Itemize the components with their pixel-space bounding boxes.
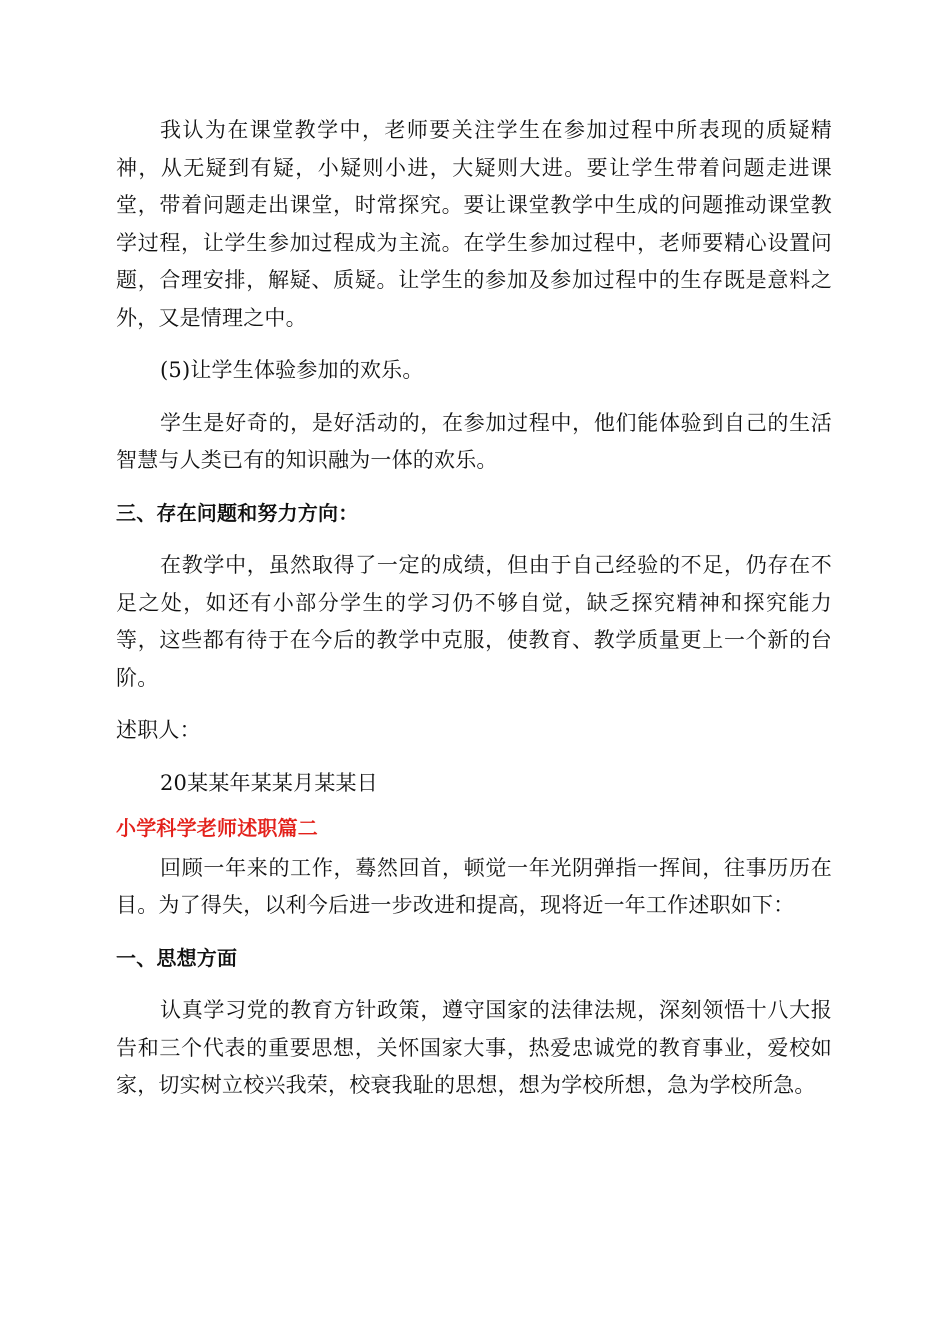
section-title: 小学科学老师述职篇二 xyxy=(116,816,318,840)
body-paragraph: 认真学习党的教育方针政策，遵守国家的法律法规，深刻领悟十八大报告和三个代表的重要思想，关怀国家大事，热爱忠诚党的教育事业，爱校如家，切实树立校兴我荣，校衰我耻的思想，想为学校所想，急为学校所急。 xyxy=(116,998,832,1097)
section-heading-thought: 一、思想方面 xyxy=(116,945,238,970)
document-page xyxy=(116,112,832,1105)
body-paragraph: 回顾一年来的工作，蓦然回首，顿觉一年光阴弹指一挥间，往事历历在目。为了得失，以利今后进一步改进和提高，现将近一年工作述职如下： xyxy=(116,855,832,917)
section-heading-problems: 三、存在问题和努力方向： xyxy=(116,500,359,525)
reporter-label: 述职人： xyxy=(116,718,201,742)
body-paragraph: 我认为在课堂教学中，老师要关注学生在参加过程中所表现的质疑精神，从无疑到有疑，小疑则小进，大疑则大进。要让学生带着问题走进课堂，带着问题走出课堂，时常探究。要让课堂教学中生成的问题推动课堂教学过程，让学生参加过程成为主流。在学生参加过程中，老师要精心设置问题，合理安排，解疑、质疑。让学生的参加及参加过程中的生存既是意料之外，又是情理之中。 xyxy=(116,118,832,330)
date-line: 20某某年某某月某某日 xyxy=(160,770,378,795)
body-paragraph: 学生是好奇的，是好活动的，在参加过程中，他们能体验到自己的生活智慧与人类已有的知识融为一体的欢乐。 xyxy=(116,410,832,472)
list-item-5: (5)让学生体验参加的欢乐。 xyxy=(160,358,424,382)
body-paragraph: 在教学中，虽然取得了一定的成绩，但由于自己经验的不足，仍存在不足之处，如还有小部分学生的学习仍不够自觉，缺乏探究精神和探究能力等，这些都有待于在今后的教学中克服，使教育、教学质量更上一个新的台阶。 xyxy=(116,553,832,690)
